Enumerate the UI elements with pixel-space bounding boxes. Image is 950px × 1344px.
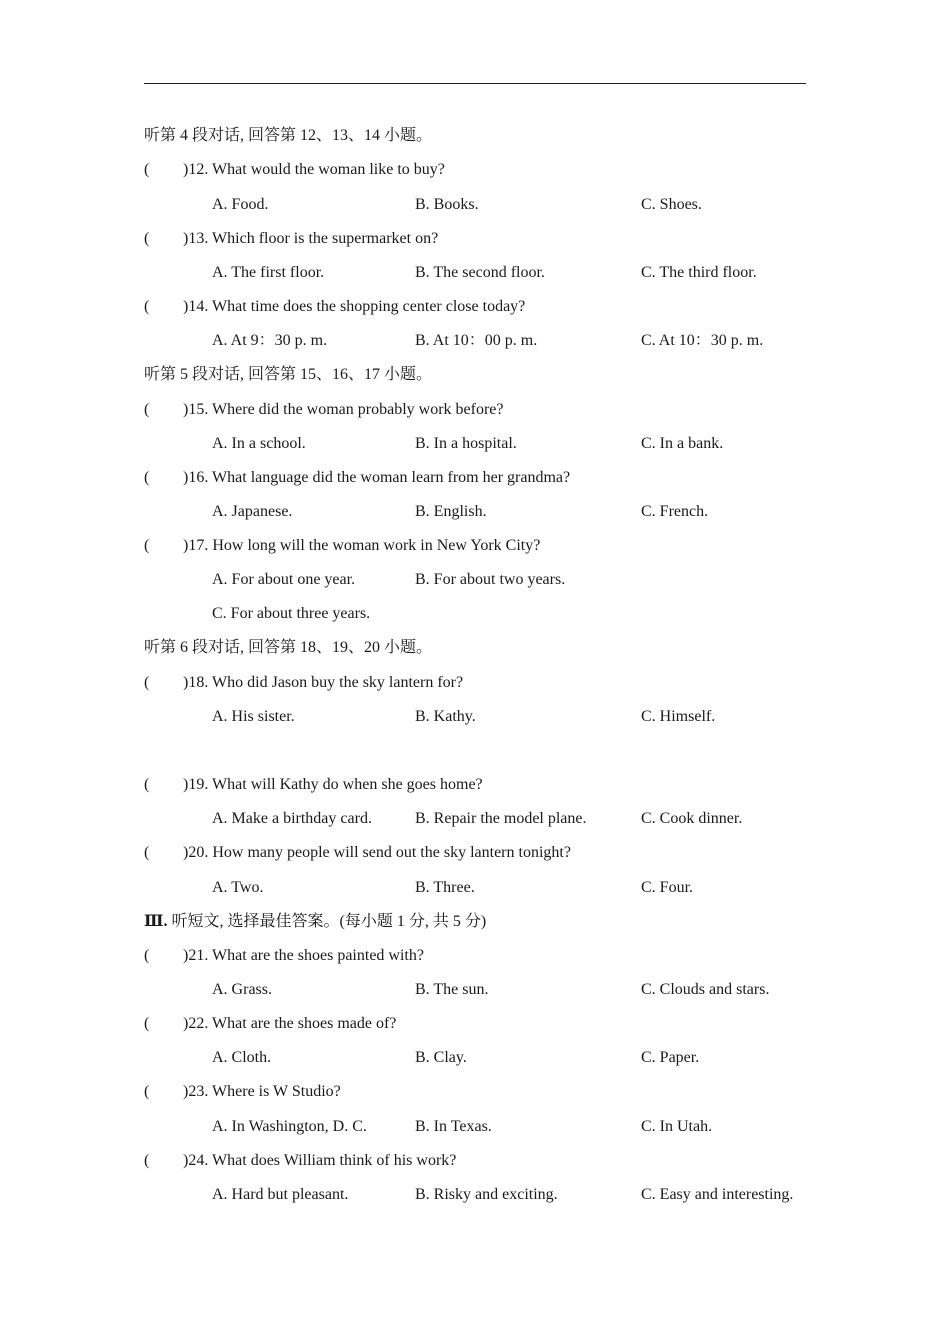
q19-option-b: B. Repair the model plane.	[415, 810, 587, 827]
q16-option-a: A. Japanese.	[212, 503, 293, 520]
question-24	[144, 1151, 456, 1171]
answer-blank[interactable]: (	[144, 161, 150, 178]
answer-blank[interactable]: (	[144, 401, 150, 418]
section-header-6: 听第 6 段对话, 回答第 18、19、20 小题。	[144, 639, 433, 656]
q22-option-c: C. Paper.	[641, 1049, 700, 1066]
question-text: )21. What are the shoes painted with?	[183, 947, 424, 964]
q15-option-c: C. In a bank.	[641, 435, 724, 452]
q21-option-b: B. The sun.	[415, 981, 489, 998]
part-3-number: Ⅲ.	[144, 913, 168, 930]
question-text: )17. How long will the woman work in New York City?	[183, 537, 541, 554]
answer-blank[interactable]: (	[144, 947, 150, 964]
q17-option-b: B. For about two years.	[415, 571, 566, 588]
question-text: )15. Where did the woman probably work before?	[183, 401, 504, 418]
q24-option-b: B. Risky and exciting.	[415, 1186, 558, 1203]
answer-blank[interactable]: (	[144, 1083, 150, 1100]
q13-option-a: A. The first floor.	[212, 264, 325, 281]
q14-option-c: C. At 10：30 p. m.	[641, 332, 764, 349]
q13-option-c: C. The third floor.	[641, 264, 757, 281]
question-15	[144, 400, 503, 420]
question-20	[144, 843, 571, 863]
question-13	[144, 229, 438, 249]
answer-blank[interactable]: (	[144, 674, 150, 691]
q24-option-c: C. Easy and interesting.	[641, 1186, 794, 1203]
answer-blank[interactable]: (	[144, 1015, 150, 1032]
q18-option-a: A. His sister.	[212, 708, 295, 725]
answer-blank[interactable]: (	[144, 776, 150, 793]
q22-option-a: A. Cloth.	[212, 1049, 272, 1066]
q19-option-a: A. Make a birthday card.	[212, 810, 372, 827]
q12-option-a: A. Food.	[212, 196, 269, 213]
answer-blank[interactable]: (	[144, 298, 150, 315]
question-text: )20. How many people will send out the sky lantern tonight?	[183, 844, 571, 861]
section-header-5: 听第 5 段对话, 回答第 15、16、17 小题。	[144, 366, 433, 383]
q21-option-c: C. Clouds and stars.	[641, 981, 770, 998]
question-text: )22. What are the shoes made of?	[183, 1015, 397, 1032]
question-17	[144, 536, 540, 556]
question-16	[144, 468, 570, 488]
question-text: )19. What will Kathy do when she goes home?	[183, 776, 483, 793]
question-12	[144, 160, 445, 180]
q15-option-b: B. In a hospital.	[415, 435, 517, 452]
part-3-instructions: 听短文, 选择最佳答案。(每小题 1 分, 共 5 分)	[167, 913, 487, 930]
q22-option-b: B. Clay.	[415, 1049, 467, 1066]
q19-option-c: C. Cook dinner.	[641, 810, 743, 827]
q17-option-a: A. For about one year.	[212, 571, 356, 588]
q12-option-c: C. Shoes.	[641, 196, 702, 213]
part-3-header	[144, 912, 486, 932]
question-21	[144, 946, 424, 966]
q15-option-a: A. In a school.	[212, 435, 306, 452]
q20-option-b: B. Three.	[415, 879, 475, 896]
question-text: )14. What time does the shopping center close today?	[183, 298, 526, 315]
q16-option-b: B. English.	[415, 503, 487, 520]
q18-option-b: B. Kathy.	[415, 708, 476, 725]
section-header-4: 听第 4 段对话, 回答第 12、13、14 小题。	[144, 127, 433, 144]
answer-blank[interactable]: (	[144, 844, 150, 861]
question-23	[144, 1082, 341, 1102]
q12-option-b: B. Books.	[415, 196, 479, 213]
question-18	[144, 673, 463, 693]
answer-blank[interactable]: (	[144, 1152, 150, 1169]
q23-option-b: B. In Texas.	[415, 1118, 492, 1135]
q17-option-c: C. For about three years.	[212, 605, 371, 622]
question-text: )18. Who did Jason buy the sky lantern for?	[183, 674, 464, 691]
question-14	[144, 297, 525, 317]
header-rule	[144, 83, 806, 84]
question-text: )23. Where is W Studio?	[183, 1083, 341, 1100]
question-text: )12. What would the woman like to buy?	[183, 161, 445, 178]
answer-blank[interactable]: (	[144, 230, 150, 247]
q13-option-b: B. The second floor.	[415, 264, 545, 281]
answer-blank[interactable]: (	[144, 469, 150, 486]
answer-blank[interactable]: (	[144, 537, 150, 554]
q20-option-c: C. Four.	[641, 879, 694, 896]
question-text: )13. Which floor is the supermarket on?	[183, 230, 439, 247]
question-19	[144, 775, 483, 795]
q14-option-a: A. At 9：30 p. m.	[212, 332, 328, 349]
q23-option-c: C. In Utah.	[641, 1118, 713, 1135]
q14-option-b: B. At 10：00 p. m.	[415, 332, 538, 349]
question-text: )16. What language did the woman learn from her grandma?	[183, 469, 571, 486]
q24-option-a: A. Hard but pleasant.	[212, 1186, 349, 1203]
q18-option-c: C. Himself.	[641, 708, 716, 725]
question-text: )24. What does William think of his work?	[183, 1152, 457, 1169]
q20-option-a: A. Two.	[212, 879, 264, 896]
q23-option-a: A. In Washington, D. C.	[212, 1118, 367, 1135]
q16-option-c: C. French.	[641, 503, 709, 520]
q21-option-a: A. Grass.	[212, 981, 272, 998]
question-22	[144, 1014, 396, 1034]
